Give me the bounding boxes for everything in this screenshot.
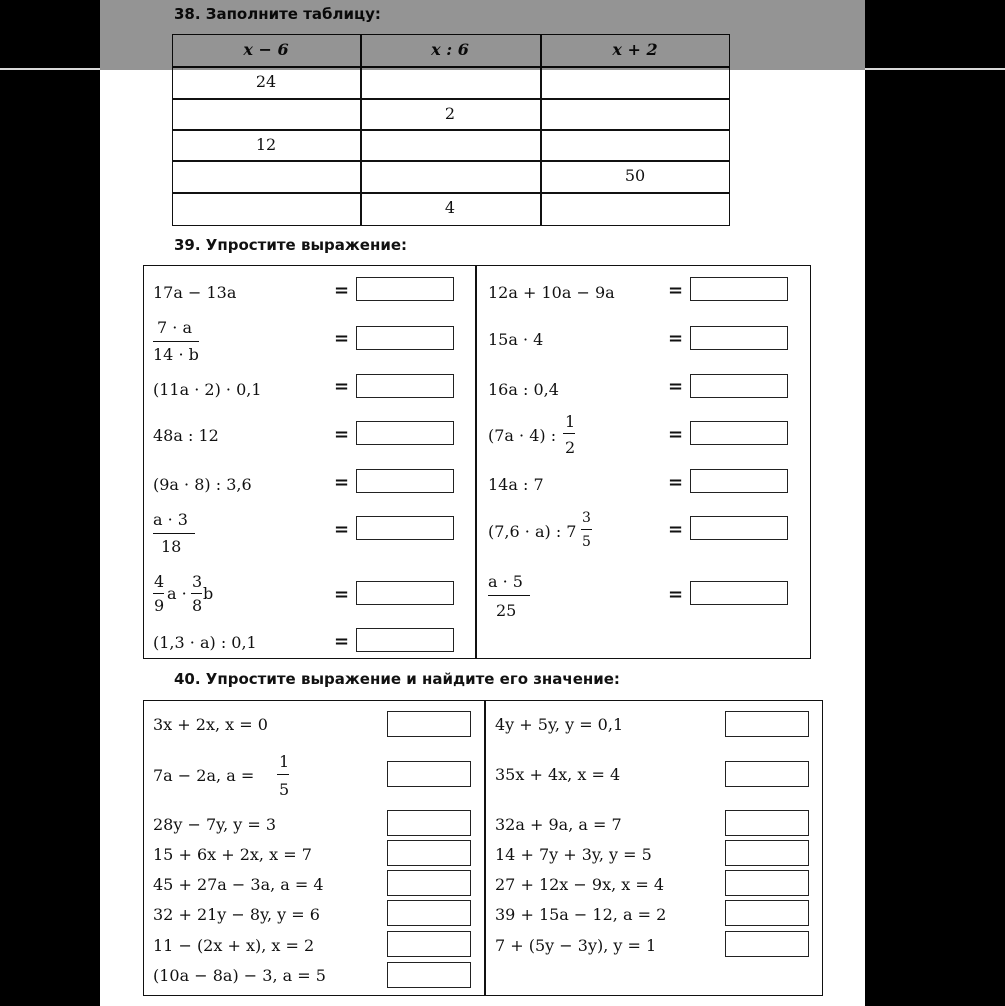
expression: 15a · 4 bbox=[488, 330, 544, 349]
equals-sign: = bbox=[668, 472, 684, 493]
expression: 14 + 7y + 3y, y = 5 bbox=[495, 845, 652, 864]
denominator: 5 bbox=[279, 780, 290, 799]
answer-box[interactable] bbox=[387, 962, 471, 988]
numerator: 4 bbox=[154, 572, 165, 591]
table-divider bbox=[172, 192, 730, 194]
answer-box[interactable] bbox=[690, 581, 788, 605]
expression-part: a · bbox=[167, 584, 187, 603]
answer-box[interactable] bbox=[356, 469, 454, 493]
expression: 32a + 9a, a = 7 bbox=[495, 815, 622, 834]
table-divider bbox=[172, 129, 730, 131]
expression-part: (7,6 · a) : 7 bbox=[488, 522, 577, 541]
expression: 12a + 10a − 9a bbox=[488, 283, 615, 302]
fraction-expression bbox=[488, 572, 530, 624]
table-header-x-div-6: x : 6 bbox=[431, 40, 469, 59]
equals-sign: = bbox=[668, 519, 684, 540]
fraction-expression bbox=[488, 508, 598, 560]
answer-box[interactable] bbox=[356, 421, 454, 445]
denominator: 25 bbox=[496, 601, 517, 620]
task40-title: 40. Упростите выражение и найдите его значение: bbox=[174, 670, 620, 688]
table-header-x-minus-6: x − 6 bbox=[243, 40, 289, 59]
answer-box[interactable] bbox=[725, 810, 809, 836]
expression: 7 + (5y − 3y), y = 1 bbox=[495, 936, 657, 955]
expression: 32 + 21y − 8y, y = 6 bbox=[153, 905, 320, 924]
expression: 15 + 6x + 2x, x = 7 bbox=[153, 845, 312, 864]
expression: 28y − 7y, y = 3 bbox=[153, 815, 277, 834]
fraction-bar bbox=[488, 595, 530, 596]
expression: 45 + 27a − 3a, a = 4 bbox=[153, 875, 324, 894]
equals-sign: = bbox=[334, 631, 350, 652]
fraction-bar bbox=[563, 433, 575, 434]
answer-box[interactable] bbox=[356, 581, 454, 605]
equals-sign: = bbox=[668, 280, 684, 301]
table-divider bbox=[172, 98, 730, 100]
task39-title: 39. Упростите выражение: bbox=[174, 236, 408, 254]
fraction-bar bbox=[153, 341, 199, 342]
equals-sign: = bbox=[668, 376, 684, 397]
fraction-bar bbox=[191, 593, 202, 594]
expression: (1,3 · a) : 0,1 bbox=[153, 633, 257, 652]
table-cell: 4 bbox=[444, 198, 456, 217]
expression: (10a − 8a) − 3, a = 5 bbox=[153, 966, 326, 985]
fraction-bar bbox=[153, 533, 195, 534]
expression: 39 + 15a − 12, a = 2 bbox=[495, 905, 667, 924]
equals-sign: = bbox=[334, 328, 350, 349]
frame-divider bbox=[475, 265, 477, 659]
expression: (11a · 2) · 0,1 bbox=[153, 380, 262, 399]
fraction-expression bbox=[153, 572, 233, 622]
fraction-bar bbox=[153, 593, 164, 594]
answer-box[interactable] bbox=[356, 326, 454, 350]
expression: 17a − 13a bbox=[153, 283, 237, 302]
table-header-x-plus-2: x + 2 bbox=[612, 40, 658, 59]
answer-box[interactable] bbox=[387, 900, 471, 926]
answer-box[interactable] bbox=[387, 711, 471, 737]
numerator: a · 3 bbox=[153, 510, 188, 529]
denominator: 18 bbox=[161, 537, 182, 556]
answer-box[interactable] bbox=[725, 711, 809, 737]
answer-box[interactable] bbox=[725, 931, 809, 957]
fraction-bar bbox=[277, 774, 289, 775]
fraction-bar bbox=[581, 529, 592, 530]
expression-part: 7a − 2a, a = bbox=[153, 766, 255, 785]
numerator: 3 bbox=[582, 510, 591, 526]
fraction-expression bbox=[153, 752, 303, 804]
equals-sign: = bbox=[668, 584, 684, 605]
equals-sign: = bbox=[334, 519, 350, 540]
answer-box[interactable] bbox=[387, 761, 471, 787]
table-cell: 24 bbox=[255, 72, 277, 91]
equals-sign: = bbox=[334, 472, 350, 493]
expression: (9a · 8) : 3,6 bbox=[153, 475, 252, 494]
answer-box[interactable] bbox=[725, 900, 809, 926]
task38-title: 38. Заполните таблицу: bbox=[174, 5, 381, 23]
denominator: 14 · b bbox=[153, 345, 199, 364]
expression: 48a : 12 bbox=[153, 426, 219, 445]
answer-box[interactable] bbox=[356, 277, 454, 301]
denominator: 5 bbox=[582, 534, 591, 550]
denominator: 8 bbox=[192, 596, 203, 615]
equals-sign: = bbox=[668, 424, 684, 445]
expression: 14a : 7 bbox=[488, 475, 544, 494]
answer-box[interactable] bbox=[387, 870, 471, 896]
answer-box[interactable] bbox=[690, 516, 788, 540]
answer-box[interactable] bbox=[725, 870, 809, 896]
expression: 16a : 0,4 bbox=[488, 380, 559, 399]
answer-box[interactable] bbox=[690, 421, 788, 445]
equals-sign: = bbox=[334, 376, 350, 397]
table-cell: 50 bbox=[624, 166, 646, 185]
table-cell: 2 bbox=[444, 104, 456, 123]
expression: 4y + 5y, y = 0,1 bbox=[495, 715, 624, 734]
expression: 11 − (2x + x), x = 2 bbox=[153, 936, 315, 955]
equals-sign: = bbox=[334, 280, 350, 301]
answer-box[interactable] bbox=[387, 840, 471, 866]
overlay-edge-line bbox=[0, 68, 100, 70]
expression-part: (7a · 4) : bbox=[488, 426, 557, 445]
numerator: 3 bbox=[192, 572, 203, 591]
numerator: 1 bbox=[279, 752, 290, 771]
answer-box[interactable] bbox=[690, 374, 788, 398]
answer-box[interactable] bbox=[387, 931, 471, 957]
answer-box[interactable] bbox=[356, 374, 454, 398]
expression: 35x + 4x, x = 4 bbox=[495, 765, 621, 784]
answer-box[interactable] bbox=[690, 469, 788, 493]
answer-box[interactable] bbox=[387, 810, 471, 836]
table-cell: 12 bbox=[255, 135, 277, 154]
expression-part: b bbox=[203, 584, 214, 603]
fraction-expression bbox=[153, 510, 195, 560]
fraction-expression bbox=[488, 412, 588, 464]
expression: 27 + 12x − 9x, x = 4 bbox=[495, 875, 665, 894]
numerator: 7 · a bbox=[157, 318, 192, 337]
answer-box[interactable] bbox=[356, 628, 454, 652]
answer-box[interactable] bbox=[690, 277, 788, 301]
equals-sign: = bbox=[334, 424, 350, 445]
answer-box[interactable] bbox=[690, 326, 788, 350]
overlay-edge-line bbox=[865, 68, 1005, 70]
equals-sign: = bbox=[668, 328, 684, 349]
answer-box[interactable] bbox=[725, 761, 809, 787]
fraction-expression bbox=[153, 318, 199, 368]
answer-box[interactable] bbox=[725, 840, 809, 866]
expression: 3x + 2x, x = 0 bbox=[153, 715, 268, 734]
denominator: 2 bbox=[565, 438, 576, 457]
table-divider bbox=[172, 66, 730, 68]
frame-divider bbox=[484, 700, 486, 996]
answer-box[interactable] bbox=[356, 516, 454, 540]
equals-sign: = bbox=[334, 584, 350, 605]
numerator: 1 bbox=[565, 412, 576, 431]
denominator: 9 bbox=[154, 596, 165, 615]
numerator: a · 5 bbox=[488, 572, 523, 591]
table-divider bbox=[172, 160, 730, 162]
